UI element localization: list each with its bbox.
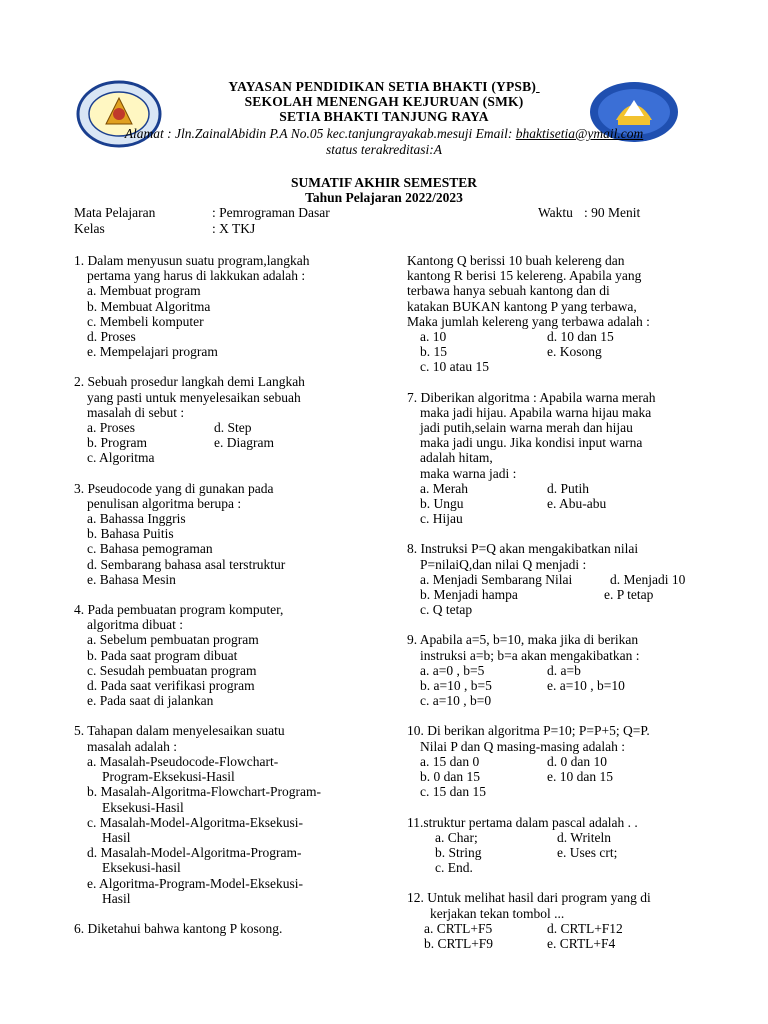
class-label: Kelas <box>74 221 105 236</box>
school-location: SETIA BHAKTI TANJUNG RAYA <box>279 109 489 124</box>
option-e: e. Mempelajari program <box>87 344 218 360</box>
option-b: b. Ungu <box>420 496 464 512</box>
option-e: e. a=10 , b=10 <box>547 678 625 694</box>
option-b: b. Bahasa Puitis <box>87 526 174 542</box>
option-d: d. Step <box>214 420 252 436</box>
question-12: 12. Untuk melihat hasil dari program yang di kerjakan tekan tombol ... a. CRTL+F5 d. CRTL+F12 b. CRTL+F9 e. CRTL+F4 <box>407 890 651 951</box>
option-d: d. a=b <box>547 662 581 678</box>
option-b: b. 15 <box>420 344 447 360</box>
question-8: 8. Instruksi P=Q akan mengakibatkan nilai P=nilaiQ,dan nilai Q menjadi : a. Menjadi Sembarang Nilai d. Menjadi 10 b. Menjadi hampa e. P tetap c. Q tetap <box>407 541 727 617</box>
question-1: 1. Dalam menyusun suatu program,langkah pertama yang harus di lakkukan adalah : a. Membuat program b. Membuat Algoritma c. Membeli komputer d. Proses e. Mempelajari program <box>74 253 374 359</box>
option-b: b. Membuat Algoritma <box>87 298 211 314</box>
option-a: a. 10 <box>420 329 447 345</box>
question-2: 2. Sebuah prosedur langkah demi Langkah yang pasti untuk menyelesaikan sebuah masalah di sebut : a. Proses d. Step b. Program e. Diagram c. Algoritma <box>74 374 374 465</box>
option-d: d. Menjadi 10 <box>610 571 686 587</box>
option-b: b. CRTL+F9 <box>424 935 494 951</box>
question-5: 5. Tahapan dalam menyelesaikan suatu masalah adalah : a. Masalah-Pseudocode-Flowchart- Program-Eksekusi-Hasil b. Masalah-Algoritma-Flowchart-Program- Eksekusi-Hasil c. Masalah-Model-Algoritma-Eksekusi- Hasil d. Masalah-Model-Algoritma-Program- Eksekusi-hasil e. Algoritma-Program-Model-Eksekusi- Hasil <box>74 723 374 905</box>
option-a: a. Sebelum pembuatan program <box>87 632 259 648</box>
question-3: 3. Pseudocode yang di gunakan pada penulisan algoritma berupa : a. Bahassa Inggris b. Bahasa Puitis c. Bahasa pemograman d. Sembarang bahasa asal terstruktur e. Bahasa Mesin <box>74 481 374 587</box>
option-d: d. 10 dan 15 <box>547 329 614 345</box>
option-d: d. Masalah-Model-Algoritma-Program- <box>87 845 302 861</box>
option-b: b. String <box>435 844 482 860</box>
question-6-continued: Kantong Q berissi 10 buah kelereng dan kantong R berisi 15 kelereng. Apabila yang terbawa hanya sebuah kantong dan di katakan BUKAN kantong P yang terbawa, Maka jumlah kelereng yang terbawa adalah : a. 10 d. 10 dan 15 b. 15 e. Kosong c. 10 atau 15 <box>407 253 727 375</box>
left-column <box>74 253 374 951</box>
address-line: Alamat : Jln.ZainalAbidin P.A No.05 kec.tanjungrayakab.mesuji Email: bhaktisetia@ymail.com <box>124 126 644 141</box>
question-9: 9. Apabila a=5, b=10, maka jika di berikan instruksi a=b; b=a akan mengakibatkan : a. a=0 , b=5 d. a=b b. a=10 , b=5 e. a=10 , b=10 c. a=10 , b=0 <box>407 632 727 708</box>
option-b: b. a=10 , b=5 <box>420 678 492 694</box>
option-e: e. P tetap <box>604 587 654 603</box>
option-c: c. 10 atau 15 <box>420 359 489 375</box>
option-a: a. Menjadi Sembarang Nilai <box>420 571 573 587</box>
question-6: 6. Diketahui bahwa kantong P kosong. <box>74 920 283 936</box>
option-e: e. CRTL+F4 <box>547 935 616 951</box>
option-a: a. Bahassa Inggris <box>87 511 186 527</box>
option-c: c. Bahasa pemograman <box>87 541 213 557</box>
option-b: b. 0 dan 15 <box>420 769 480 785</box>
option-a: a. Merah <box>420 480 468 496</box>
option-a: a. Masalah-Pseudocode-Flowchart- <box>87 753 279 769</box>
option-c: c. 15 dan 15 <box>420 784 486 800</box>
subject-value: : Pemrograman Dasar <box>212 205 330 220</box>
option-d: d. Proses <box>87 329 136 345</box>
option-d: d. Writeln <box>557 829 611 845</box>
subject-label: Mata Pelajaran <box>74 205 156 220</box>
option-d: d. Sembarang bahasa asal terstruktur <box>87 556 286 572</box>
right-column <box>407 253 727 966</box>
question-7: 7. Diberikan algoritma : Apabila warna merah maka jadi hijau. Apabila warna hijau maka jadi putih,selain warna merah dan hijau maka jadi ungu. Jika kondisi input warna adalah hitam, maka warna jadi : a. Merah d. Putih b. Ungu e. Abu-abu c. Hijau <box>407 390 727 527</box>
option-e: e. Bahasa Mesin <box>87 571 176 587</box>
option-d: d. CRTL+F12 <box>547 920 623 936</box>
option-a: a. a=0 , b=5 <box>420 662 485 678</box>
option-d: d. Pada saat verifikasi program <box>87 678 255 694</box>
option-c: c. Membeli komputer <box>87 313 204 329</box>
academic-year: Tahun Pelajaran 2022/2023 <box>305 190 463 205</box>
option-d: d. Putih <box>547 480 590 496</box>
time-value: : 90 Menit <box>584 205 641 220</box>
accreditation-status: status terakreditasi:A <box>325 142 443 157</box>
option-a: a. Char; <box>435 829 478 845</box>
option-a: a. CRTL+F5 <box>424 920 493 936</box>
option-e: e. 10 dan 15 <box>547 769 613 785</box>
option-c: c. Hijau <box>420 511 463 527</box>
option-e: e. Diagram <box>214 435 274 451</box>
option-a: a. Membuat program <box>87 283 201 299</box>
email-link[interactable]: bhaktisetia@ymail.com <box>515 126 644 141</box>
class-value: : X TKJ <box>212 221 256 236</box>
option-a: a. 15 dan 0 <box>420 753 480 769</box>
foundation-name: YAYASAN PENDIDIKAN SETIA BHAKTI (YPSB) <box>228 79 537 94</box>
question-4: 4. Pada pembuatan program komputer, algoritma dibuat : a. Sebelum pembuatan program b. Pada saat program dibuat c. Sesudah pembuatan program d. Pada saat verifikasi program e. Pada saat di jalankan <box>74 602 374 708</box>
option-b: b. Menjadi hampa <box>420 587 518 603</box>
option-c: c. Q tetap <box>420 602 473 618</box>
time-label: Waktu <box>538 205 573 220</box>
question-10: 10. Di berikan algoritma P=10; P=P+5; Q=P. Nilai P dan Q masing-masing adalah : a. 15 dan 0 d. 0 dan 10 b. 0 dan 15 e. 10 dan 15 c. 15 dan 15 <box>407 723 727 799</box>
option-c: c. Masalah-Model-Algoritma-Eksekusi- <box>87 814 303 830</box>
school-name: SEKOLAH MENENGAH KEJURUAN (SMK) <box>244 94 524 109</box>
option-e: e. Pada saat di jalankan <box>87 693 214 709</box>
option-c: c. Sesudah pembuatan program <box>87 662 257 678</box>
option-e: e. Algoritma-Program-Model-Eksekusi- <box>87 875 303 891</box>
option-c: c. End. <box>435 860 473 876</box>
option-e: e. Uses crt; <box>557 844 618 860</box>
option-b: b. Pada saat program dibuat <box>87 647 238 663</box>
option-b: b. Masalah-Algoritma-Flowchart-Program- <box>87 784 321 800</box>
option-c: c. a=10 , b=0 <box>420 693 492 709</box>
exam-title: SUMATIF AKHIR SEMESTER <box>290 175 478 190</box>
option-a: a. Proses <box>87 420 135 436</box>
option-e: e. Kosong <box>547 344 602 360</box>
option-c: c. Algoritma <box>87 450 155 466</box>
question-11: 11.struktur pertama dalam pascal adalah . . a. Char; d. Writeln b. String e. Uses crt; c. End. <box>407 815 727 876</box>
option-e: e. Abu-abu <box>547 496 607 512</box>
option-b: b. Program <box>87 435 147 451</box>
option-d: d. 0 dan 10 <box>547 753 607 769</box>
